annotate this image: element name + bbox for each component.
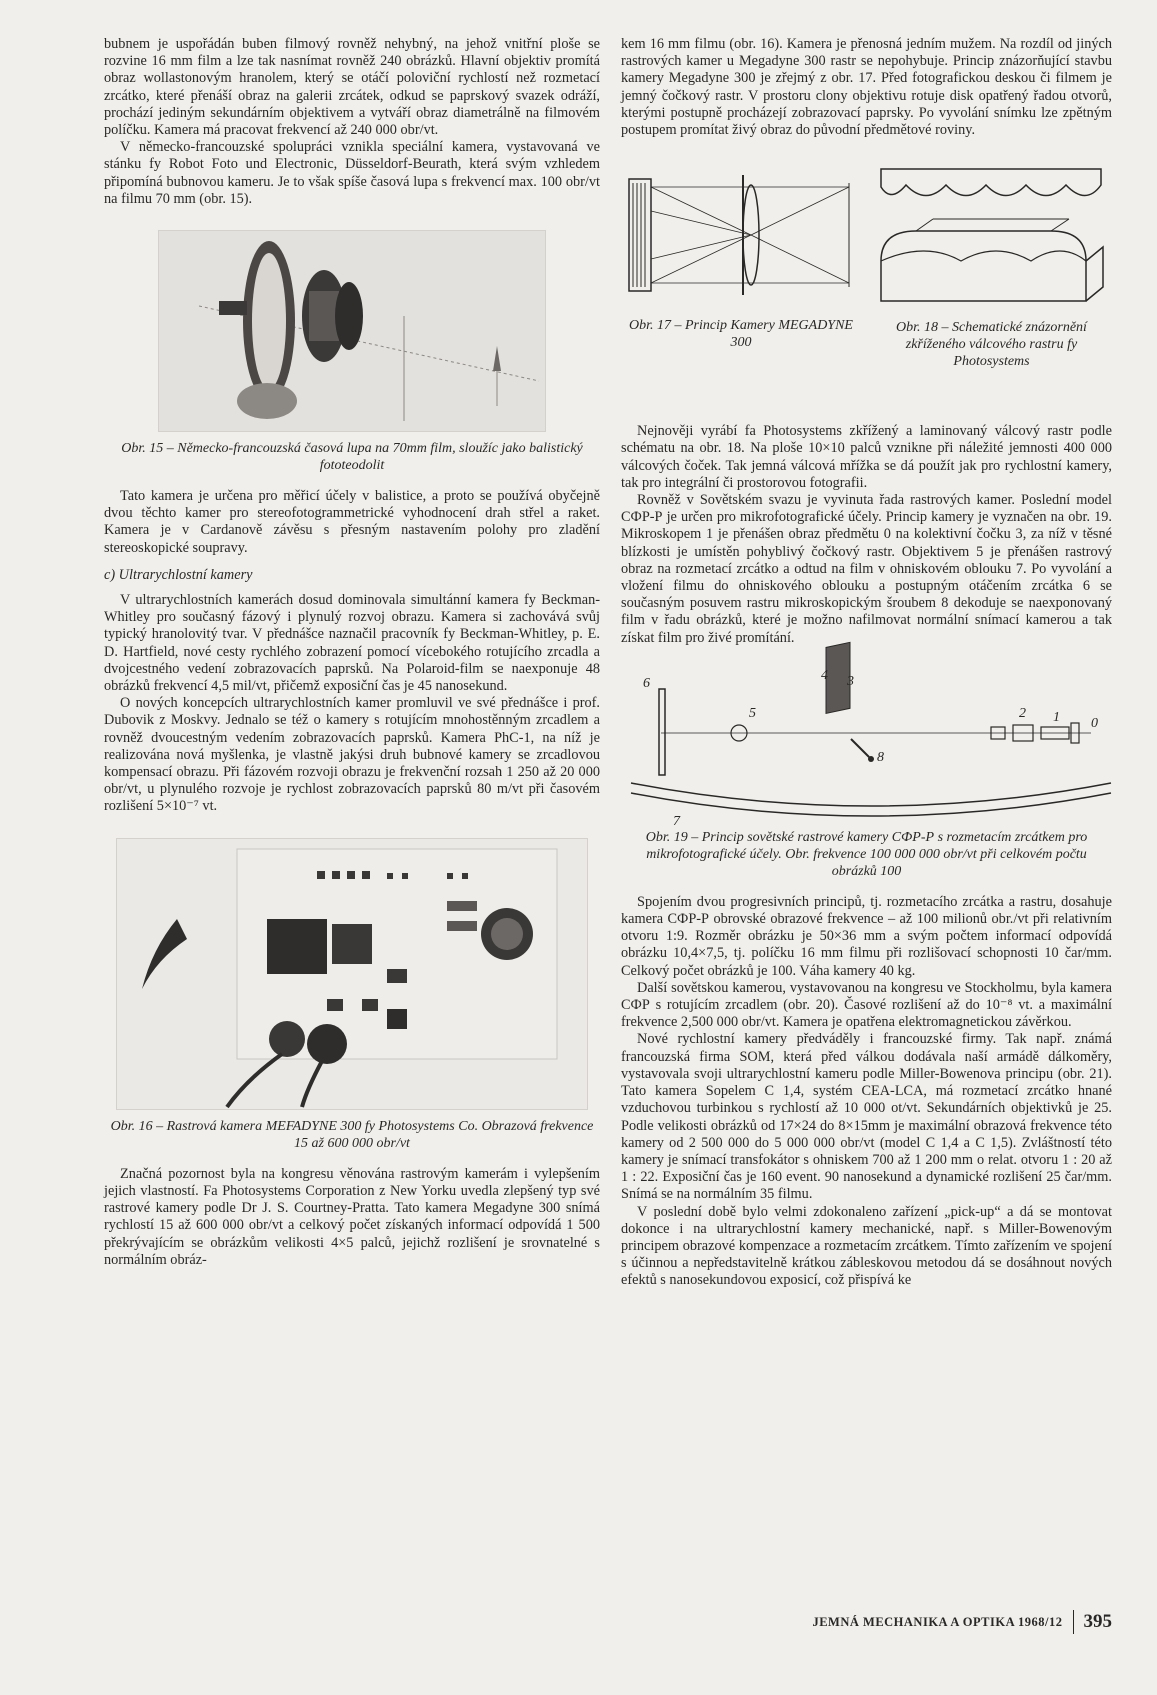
figure-18 — [871, 161, 1112, 370]
figure-19-label: 0 — [1091, 715, 1098, 731]
paragraph: V německo-francouzské spolupráci vznikla speciální kamera, vystavovaná ve stánku fy Robot Foto und Electronic, Düsseldorf-Beurath, která svým vzhledem připomíná bubnovou kameru. Je to však spíše časová lupa s frekvencí max. 100 obr/vt na filmu 70 mm (obr. 15). — [104, 139, 600, 207]
paragraph: V ultrarychlostních kamerách dosud dominovala simultánní kamera fy Beckman-Whitley pro současný fázový i plynulý rozvoj obrazu. Kamera si zachovává svůj typický hranolovitý tvar. V přednášce naznačil pracovník fy Beckman-Whitley, p. E. D. Hartfield, nové cesty rychlého zobrazení pomocí vícebokého rotujícího zrcadla a dvojcestného vedení zobrazovacích paprsků. Na Polaroid-film se naexponuje 48 obrázků frekvencí 4,5 mil/vt, přičemž exposiční čas je 45 nanosekund. — [104, 592, 600, 695]
figure-18-diagram — [871, 161, 1112, 311]
paragraph: O nových koncepcích ultrarychlostních kamer promluvil ve své přednášce i prof. Dubovik z Moskvy. Jednalo se též o kamery s rotujícím mnohostěnným zrcadlem a rovněž dvoucestným vedením zobrazovacích paprsků. Kamera PhC-1, na níž je realizována nová myšlenka, je vlastně jakýsi druh bubnové kamery se zrcadlovou kompensací obrazu. Při fázovém rozvoji obrazu je frekvenční rozsah 1 250 až 20 000 obr/vt, u plynulého rozvoje je rychlost zobrazovacích paprsků 80 m/vt při časovém rozlišení 5×10⁻⁷ vt. — [104, 695, 600, 815]
journal-name: JEMNÁ MECHANIKA A OPTIKA 1968/12 — [812, 1614, 1063, 1629]
figure-15-illustration — [159, 231, 545, 431]
paragraph: kem 16 mm filmu (obr. 16). Kamera je přenosná jedním mužem. Na rozdíl od jiných rastrových kamer u Megadyne 300 rastr se nepohybuje. Princip znázorňující stavbu kamery Megadyne 300 je zřejmý z obr. 17. Před fotografickou deskou či filmem je jemný čočkový rastr. V prostoru clony objektivu rotuje disk opatřený řadou otvorů, kterými postupně procházejí zobrazovací paprsky. Po vyvolání snímku lze zpětným postupem promítat živý obraz do původní předmětové roviny. — [621, 36, 1112, 139]
figure-19-label: 8 — [877, 749, 884, 765]
figure-19-label: 5 — [749, 705, 756, 721]
paragraph: Rovněž v Sovětském svazu je vyvinuta řada rastrových kamer. Poslední model СФР-Р je určen pro mikrofotografické účely. Princip kamery je vyznačen na obr. 19. Mikroskopem 1 je přenášen obraz předmětu 0 na kolektivní čočku 3, za níž v těsné blízkosti je umístěn pohyblivý čočkový rastr. Objektivem 5 je přenášen rastrový obraz na rozmetací zrcátko a odtud na film v ohniskovém oblouku 7. Po vyvolání a vložení filmu do ohniskového oblouku a postupným otáčením zrcátka 6 se současným posuvem rastru mikroskopickým šroubem 8 dekoduje se naexponovaný film v řadu obrázků, které je možno nafilmovat normální snímací kamerou a tak získat film pro živé promítání. — [621, 492, 1112, 646]
paragraph: Nejnověji vyrábí fa Photosystems zkřížený a laminovaný válcový rastr podle schématu na obr. 18. Na ploše 10×10 palců vznikne při náležité jemnosti 400 000 válcových čoček. Tak jemná válcová mřížka se dá použít jak pro rychlostní kamery, tak pro integrální či prostorovou fotografii. — [621, 423, 1112, 491]
left-column — [104, 36, 600, 1269]
figure-17 — [621, 161, 861, 351]
page-number: 395 — [1083, 1611, 1112, 1632]
figure-19-label: 7 — [673, 813, 680, 829]
figure-19-label: 1 — [1053, 709, 1060, 725]
footer-divider — [1073, 1610, 1074, 1634]
figure-19-label: 6 — [643, 675, 650, 691]
figure-16-photo — [116, 838, 588, 1110]
figure-17-caption: Obr. 17 – Princip Kamery MEGADYNE 300 — [629, 318, 853, 351]
figure-17-diagram — [621, 161, 861, 311]
figure-19-label: 2 — [1019, 705, 1026, 721]
paragraph: Spojením dvou progresivních principů, tj. rozmetacího zrcátka a rastru, dosahuje kamera СФР-Р obrovské obrazové frekvence – až 100 milionů obr./vt při relativním otvoru 1:9. Rozměr obrázku je 50×36 mm a svým počtem informací odpovídá obrázku 10,4×7,5, tj. políčku 16 mm filmu při rozlišovací schopnosti 10 čar/mm. Celkový počet obrázků je 100. Váha kamery 40 kg. — [621, 893, 1112, 979]
page-footer — [776, 1610, 1112, 1634]
paragraph: Další sovětskou kamerou, vystavovanou na kongresu ve Stockholmu, byla kamera СФР s rotujícím zrcadlem (obr. 20). Časové rozlišení až do 10⁻⁸ vt. a maximální frekvence 2,500 000 obr/vt. Kamera je opatřena elektromagnetickou závěrkou. — [621, 979, 1112, 1031]
figure-19-caption: Obr. 19 – Princip sovětské rastrové kamery СФР-Р s rozmetacím zrcátkem pro mikrofotografické účely. Obr. frekvence 100 000 000 obr/vt při celkovém počtu obrázků 100 — [645, 829, 1088, 879]
figure-15-photo — [158, 230, 546, 432]
figure-16-illustration — [117, 839, 587, 1109]
paragraph: bubnem je uspořádán buben filmový rovněž nehybný, na jehož vnitřní ploše se rozvine 16 mm film a lze tak nasnímat rovněž 240 obrázků. Hlavní objektiv promítá obraz wollastonovým hranolem, který se otáčí poloviční rychlostí než rozmetací zrcátko, které přenáší obraz na galerii zrcátek, odkud se paprskový svazek odráží, prochází jediným sekundárním objektivem a vytváří obraz diametrálně na filmovém políčku. Kamera má pracovat frekvencí až 240 000 obr/vt. — [104, 36, 600, 139]
paragraph: Nové rychlostní kamery předváděly i francouzské firmy. Tak např. známá francouzská firma SOM, která před válkou dodávala naší armádě dálkoměry, vystavovala svoji ultrarychlostní kameru podle Miller-Bowenova principu (obr. 21). Tato kamera Sopelem C 1,4, systém CEA-LCA, má rozmetací zrcátko hnané vzduchovou turbinkou s rychlostí až 10 000 ot/vt. Sekundárních objektivků je 25. Podle velikosti obrázků od 17×24 do 8×15mm je maximální obrazová frekvence této kamery od 2 500 000 do 5 000 000 obr/vt (model C 1,4 a C 1,5). Zvláštností této kamery je snímací transfokátor s ohniskem 700 až 1 200 mm o relat. otvoru 1 : 20 až 1 : 22. Exposiční čas je 160 event. 90 nanosekund a dynamické rozlišení 25 čar/mm. Snímá se na normálním 35 filmu. — [621, 1031, 1112, 1203]
figure-19-diagram — [621, 661, 1112, 829]
figure-19 — [621, 661, 1112, 880]
paragraph: Značná pozornost byla na kongresu věnována rastrovým kamerám i vylepšením jejich vlastností. Fa Photosystems Corporation z New Yorku uvedla zlepšený typ své rastrové kamery podle Dr J. S. Courtney-Pratta. Tato kamera Megadyne 300 snímá rychlostí 15 až 600 000 obr/vt a celkový počet získaných informací odpovídá 1 500 překrývajícím se obrázkům velikosti 4×5 palců, jejichž rozlišení je srovnatelné s normálním obráz- — [104, 1165, 600, 1268]
figure-16-caption: Obr. 16 – Rastrová kamera MEFADYNE 300 fy Photosystems Co. Obrazová frekvence 15 až 600 000 obr/vt — [110, 1118, 594, 1151]
paragraph: V poslední době bylo velmi zdokonaleno zařízení „pick-up“ a dá se montovat dokonce i na ultrarychlostní kamery mechanické, např. s Miller-Bowenovým principem obrazové kompenzace a rozmetacím zrcátkem. Tímto zařízením ve spojení s účinnou a nepředstavitelně krátkou zábleskovou metodou dá se dosáhnout nových efektů s nanosekundovou exposicí, což přispívá ke — [621, 1203, 1112, 1289]
figure-18-caption: Obr. 18 – Schematické znázornění zkříženého válcového rastru fy Photosystems — [896, 320, 1087, 370]
section-subheading: c) Ultrarychlostní kamery — [104, 566, 253, 583]
figure-19-label: 3 — [847, 673, 854, 689]
right-column — [621, 36, 1112, 1290]
figure-19-label: 4 — [821, 667, 828, 683]
figure-15-caption: Obr. 15 – Německo-francouzská časová lupa na 70mm film, sloužíc jako balistický fototeodolit — [121, 441, 583, 474]
paragraph: Tato kamera je určena pro měřicí účely v balistice, a proto se používá obyčejně dvou těchto kamer pro stereofotogrammetrické vyhodnocení drah střel a raket. Kamera je v Cardanově závěsu s přesným nastavením polohy pro zladění stereoskopické soupravy. — [104, 488, 600, 556]
figures-17-18-row — [621, 161, 1112, 409]
